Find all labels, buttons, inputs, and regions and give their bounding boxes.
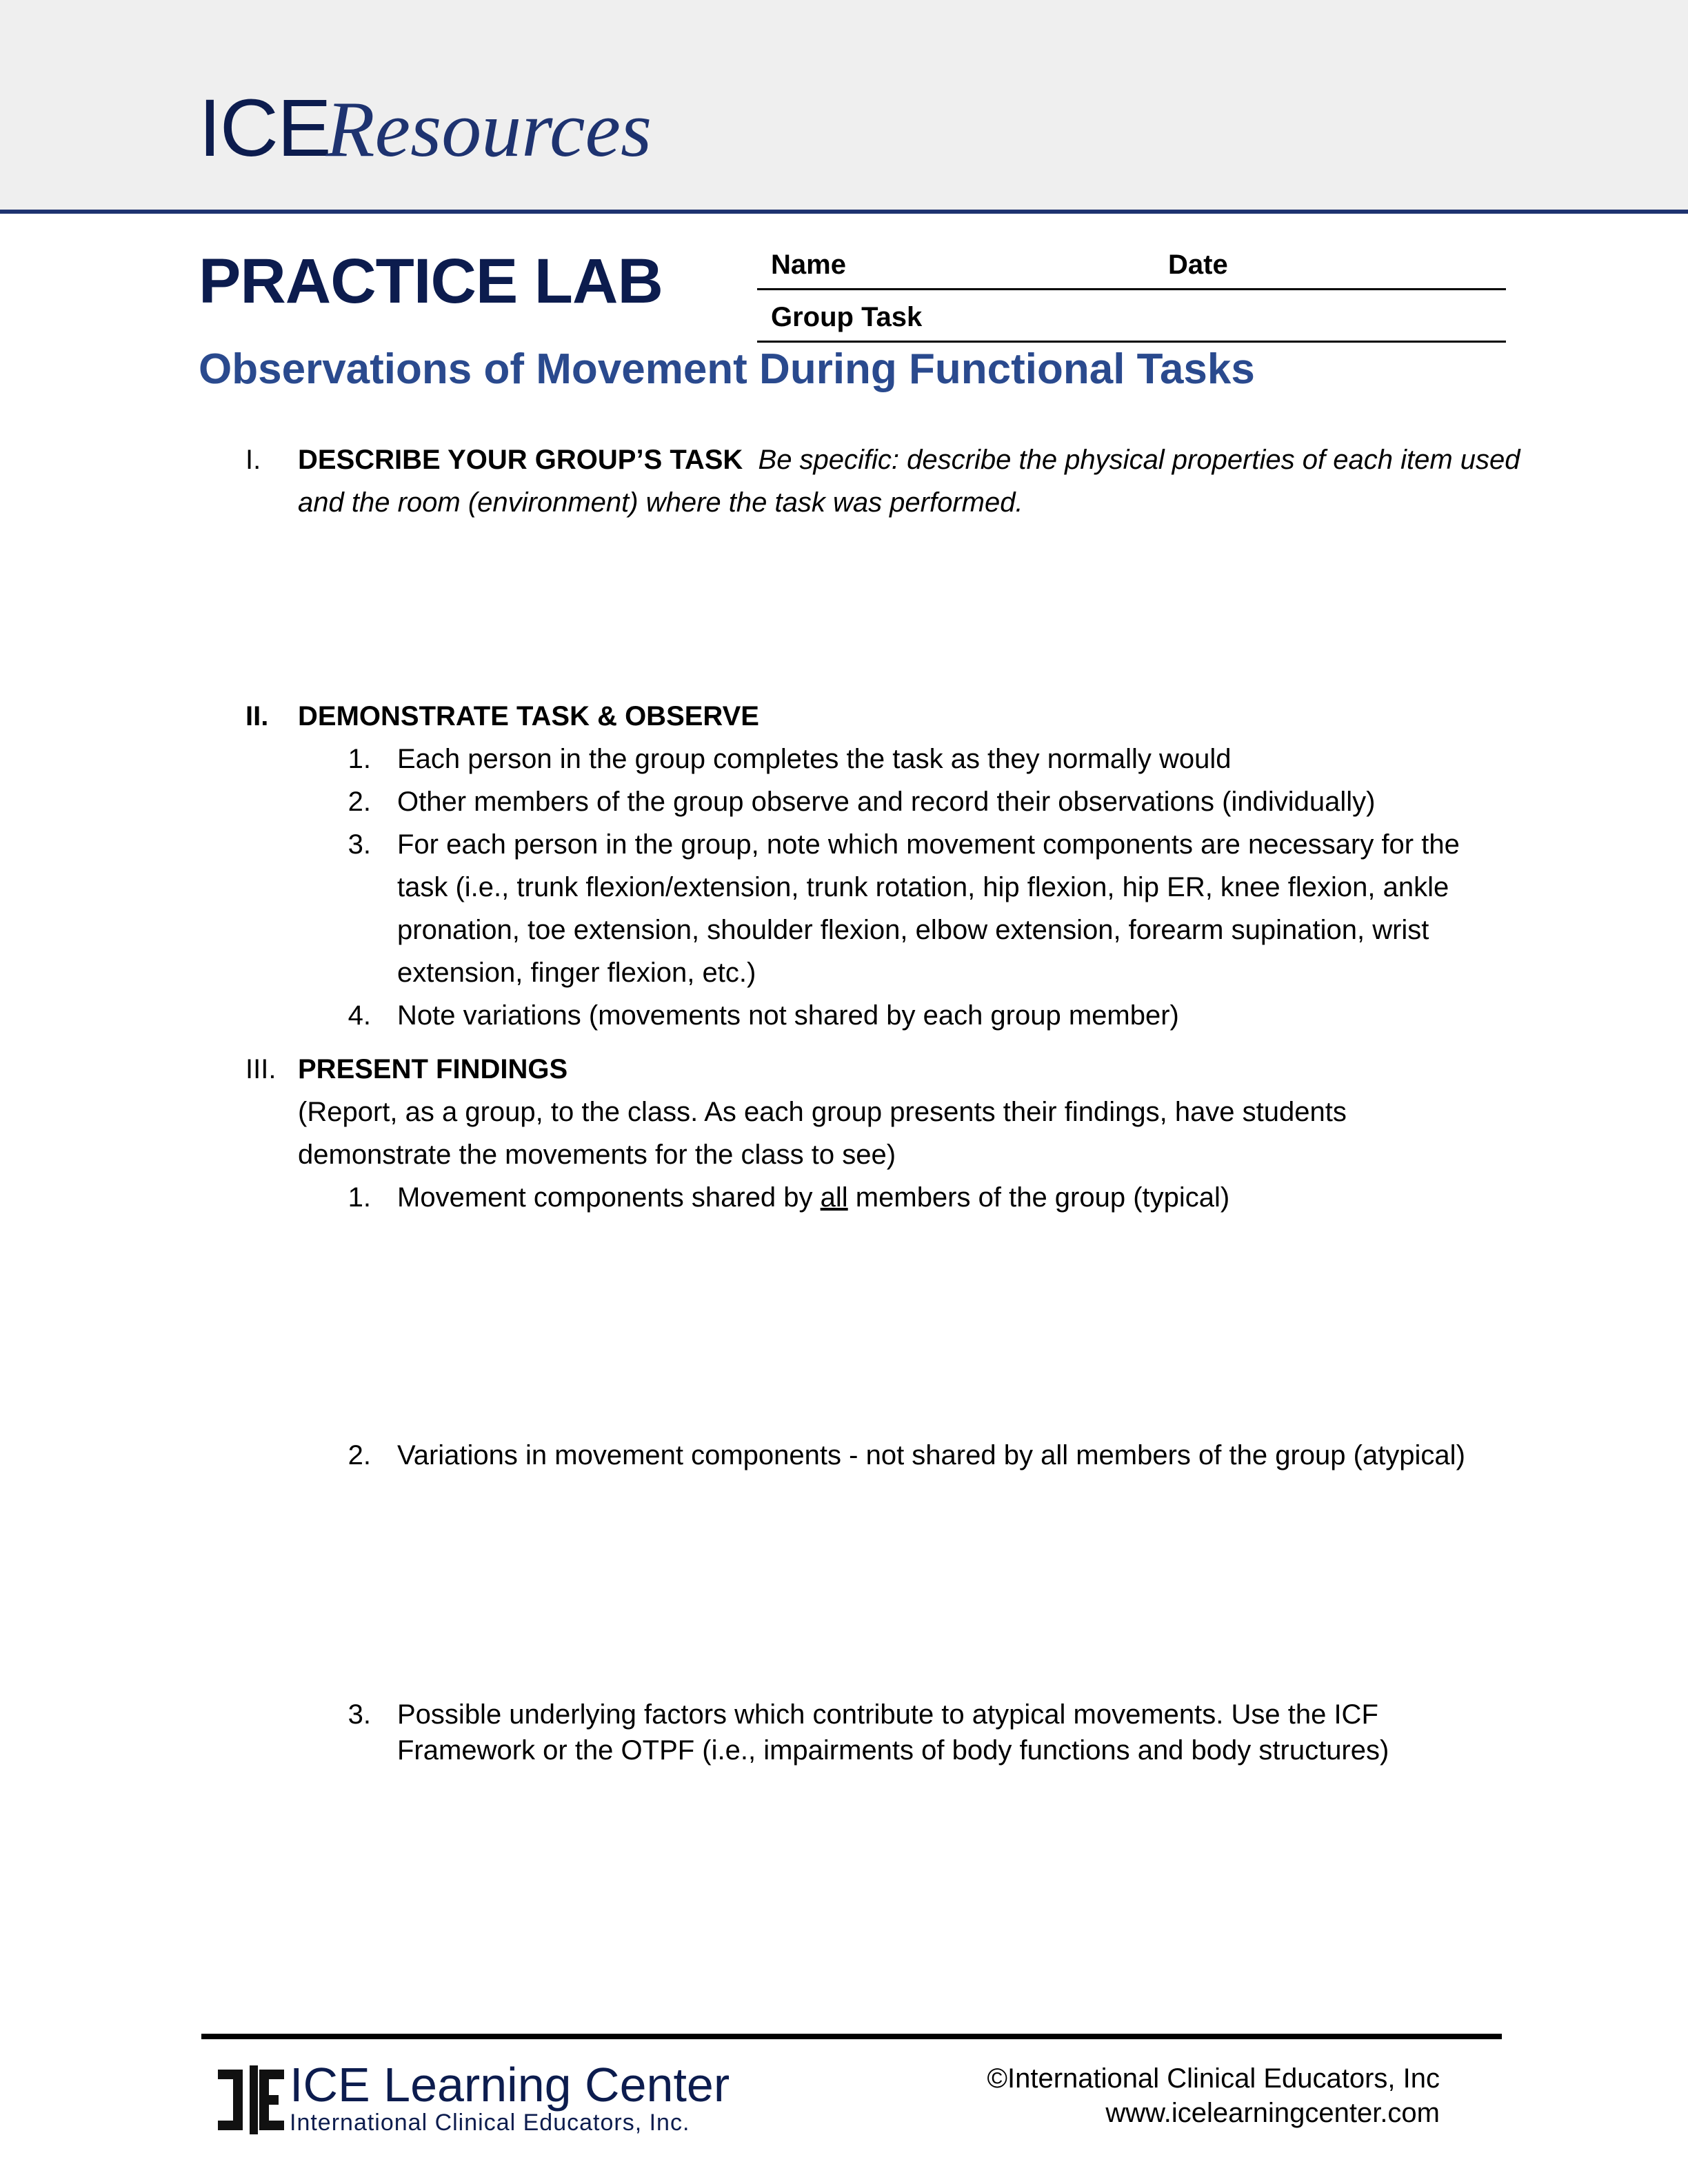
- section-2-numeral: II.: [245, 701, 269, 731]
- section-3-intro-2: demonstrate the movements for the class to see): [298, 1140, 896, 1170]
- section-2-item-1-number: 1.: [348, 744, 371, 774]
- section-2-item-3-number: 3.: [348, 829, 371, 860]
- section-1-instruction: Be specific: describe the physical properties of each item used: [758, 445, 1520, 475]
- section-2-item-3-line-1: For each person in the group, note which movement components are necessary for the: [397, 829, 1460, 860]
- section-3-numeral: III.: [245, 1054, 277, 1084]
- section-3-item-1-emphasis: all: [820, 1182, 848, 1213]
- date-field-label: Date: [1168, 250, 1228, 280]
- section-3-intro-1: (Report, as a group, to the class. As each group presents their findings, have students: [298, 1097, 1347, 1127]
- section-3-item-1-text: [397, 1176, 1229, 1219]
- header-divider: [0, 210, 1688, 214]
- group-task-line[interactable]: [757, 341, 1506, 343]
- section-3-item-1-number: 1.: [348, 1182, 371, 1213]
- section-2-item-4-number: 4.: [348, 1000, 371, 1031]
- page-title: PRACTICE LAB: [199, 246, 663, 316]
- section-3-item-3-number: 3.: [348, 1699, 371, 1730]
- name-date-line[interactable]: [757, 288, 1506, 290]
- section-2-item-2-number: 2.: [348, 787, 371, 817]
- section-2-item-4-text: Note variations (movements not shared by each group member): [397, 1000, 1179, 1031]
- page-subtitle: Observations of Movement During Functional Tasks: [199, 345, 1255, 393]
- group-task-field-label: Group Task: [771, 302, 923, 332]
- section-3-heading: PRESENT FINDINGS: [298, 1054, 568, 1084]
- section-2-item-3-line-4: extension, finger flexion, etc.): [397, 958, 756, 988]
- footer-copyright-block: [987, 2061, 1440, 2130]
- name-field-label: Name: [771, 250, 846, 280]
- brand-resources: Resources: [325, 85, 652, 174]
- ice-resources-logo: [199, 81, 652, 185]
- ice-learning-center-logo-icon: [218, 2065, 284, 2134]
- section-2-heading: DEMONSTRATE TASK & OBSERVE: [298, 701, 759, 731]
- section-1-instruction-2: and the room (environment) where the task was performed.: [298, 487, 1023, 518]
- section-3-item-1-before: Movement components shared by: [397, 1182, 821, 1213]
- section-3-item-3-line-2: Framework or the OTPF (i.e., impairments of body functions and body structures): [397, 1735, 1389, 1766]
- footer-copyright: ©International Clinical Educators, Inc: [987, 2063, 1440, 2094]
- footer-logo-subtitle: International Clinical Educators, Inc.: [290, 2110, 690, 2136]
- section-2-item-2-text: Other members of the group observe and record their observations (individually): [397, 787, 1376, 817]
- footer-logo-name: ICE Learning Center: [290, 2058, 730, 2112]
- section-3-item-3-line-1: Possible underlying factors which contribute to atypical movements. Use the ICF: [397, 1699, 1378, 1730]
- section-1-numeral: I.: [245, 445, 261, 475]
- footer-website-link[interactable]: www.icelearningcenter.com: [1105, 2098, 1440, 2128]
- section-1-line-1: [298, 438, 1520, 481]
- section-3-item-2-number: 2.: [348, 1440, 371, 1470]
- section-3-item-2-text: Variations in movement components - not shared by all members of the group (atypical): [397, 1440, 1465, 1470]
- brand-ice: ICE: [199, 83, 330, 174]
- section-1-heading: DESCRIBE YOUR GROUP’S TASK: [298, 445, 743, 475]
- section-2-item-1-text: Each person in the group completes the task as they normally would: [397, 744, 1232, 774]
- footer-divider: [201, 2034, 1502, 2039]
- section-3-item-1-after: members of the group (typical): [847, 1182, 1230, 1213]
- section-2-item-3-line-3: pronation, toe extension, shoulder flexion, elbow extension, forearm supination, wrist: [397, 915, 1429, 945]
- section-2-item-3-line-2: task (i.e., trunk flexion/extension, trunk rotation, hip flexion, hip ER, knee flexion, ankle: [397, 872, 1449, 902]
